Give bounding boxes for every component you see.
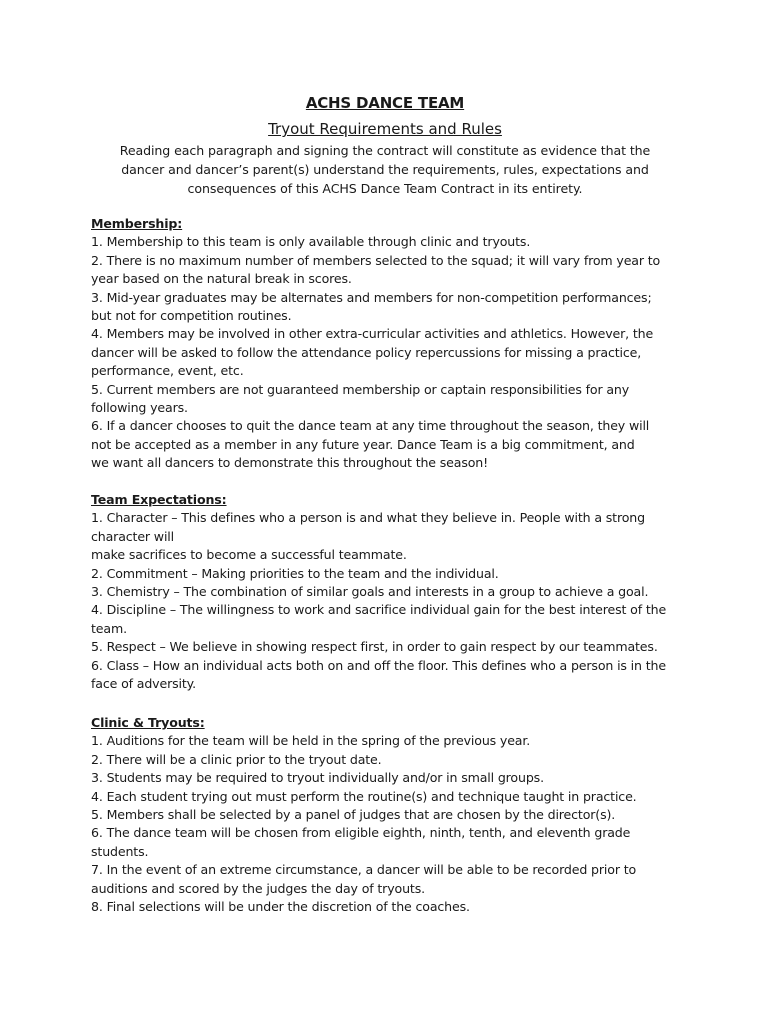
membership-line: dancer will be asked to follow the attendance policy repercussions for missing a practice, [91, 344, 642, 360]
expectations-line: 1. Character – This defines who a person is and what they believe in. People with a strong [91, 510, 645, 526]
membership-line: we want all dancers to demonstrate this throughout the season! [91, 455, 489, 471]
clinic-line: 3. Students may be required to tryout individually and/or in small groups. [91, 770, 544, 786]
membership-heading: Membership: [91, 216, 183, 231]
document-title: ACHS DANCE TEAM [305, 94, 465, 112]
expectations-line: 4. Discipline – The willingness to work and sacrifice individual gain for the best interest of the [91, 602, 667, 618]
clinic-line: 1. Auditions for the team will be held in the spring of the previous year. [91, 733, 531, 749]
expectations-line: 2. Commitment – Making priorities to the team and the individual. [91, 565, 499, 581]
clinic-line: auditions and scored by the judges the day of tryouts. [91, 880, 425, 896]
membership-line: following years. [91, 400, 188, 416]
clinic-line: 4. Each student trying out must perform the routine(s) and technique taught in practice. [91, 788, 637, 804]
membership-line: 3. Mid-year graduates may be alternates and members for non-competition performances; [91, 289, 652, 305]
membership-line: 5. Current members are not guaranteed membership or captain responsibilities for any [91, 381, 630, 397]
membership-line: not be accepted as a member in any future year. Dance Team is a big commitment, and [91, 436, 635, 452]
membership-line: performance, event, etc. [91, 363, 244, 379]
expectations-line: face of adversity. [91, 676, 197, 692]
clinic-line: 7. In the event of an extreme circumstance, a dancer will be able to be recorded prior to [91, 862, 637, 878]
clinic-line: 2. There will be a clinic prior to the tryout date. [91, 751, 382, 767]
clinic-line: students. [91, 843, 149, 859]
intro-line: consequences of this ACHS Dance Team Contract in its entirety. [187, 180, 583, 196]
membership-line: 4. Members may be involved in other extra-curricular activities and athletics. However, the [91, 326, 654, 342]
membership-section [91, 215, 691, 473]
membership-line: year based on the natural break in scores. [91, 271, 352, 287]
expectations-line: 3. Chemistry – The combination of similar goals and interests in a group to achieve a goal. [91, 584, 649, 600]
team-expectations-heading: Team Expectations: [91, 492, 227, 507]
expectations-line: make sacrifices to become a successful teammate. [91, 547, 407, 563]
membership-line: 2. There is no maximum number of members selected to the squad; it will vary from year to [91, 252, 661, 268]
membership-line: 6. If a dancer chooses to quit the dance team at any time throughout the season, they will [91, 418, 650, 434]
clinic-line: 5. Members shall be selected by a panel of judges that are chosen by the director(s). [91, 807, 616, 823]
expectations-line: team. [91, 620, 127, 636]
document-subtitle: Tryout Requirements and Rules [268, 120, 502, 138]
expectations-line: character will [91, 528, 175, 544]
expectations-line: 6. Class – How an individual acts both on and off the floor. This defines who a person is in the [91, 657, 666, 673]
clinic-tryouts-section [91, 714, 691, 916]
expectations-line: 5. Respect – We believe in showing respect first, in order to gain respect by our teammates. [91, 639, 658, 655]
intro-line: Reading each paragraph and signing the contract will constitute as evidence that the [119, 143, 651, 158]
intro-line: dancer and dancer’s parent(s) understand the requirements, rules, expectations and [121, 161, 649, 177]
clinic-line: 6. The dance team will be chosen from eligible eighth, ninth, tenth, and eleventh grade [91, 825, 631, 841]
membership-line: but not for competition routines. [91, 308, 292, 324]
clinic-tryouts-heading: Clinic & Tryouts: [91, 715, 205, 730]
clinic-line: 8. Final selections will be under the discretion of the coaches. [91, 899, 470, 915]
team-expectations-section [91, 491, 691, 693]
intro-paragraph [100, 142, 670, 198]
membership-line: 1. Membership to this team is only available through clinic and tryouts. [91, 234, 531, 250]
